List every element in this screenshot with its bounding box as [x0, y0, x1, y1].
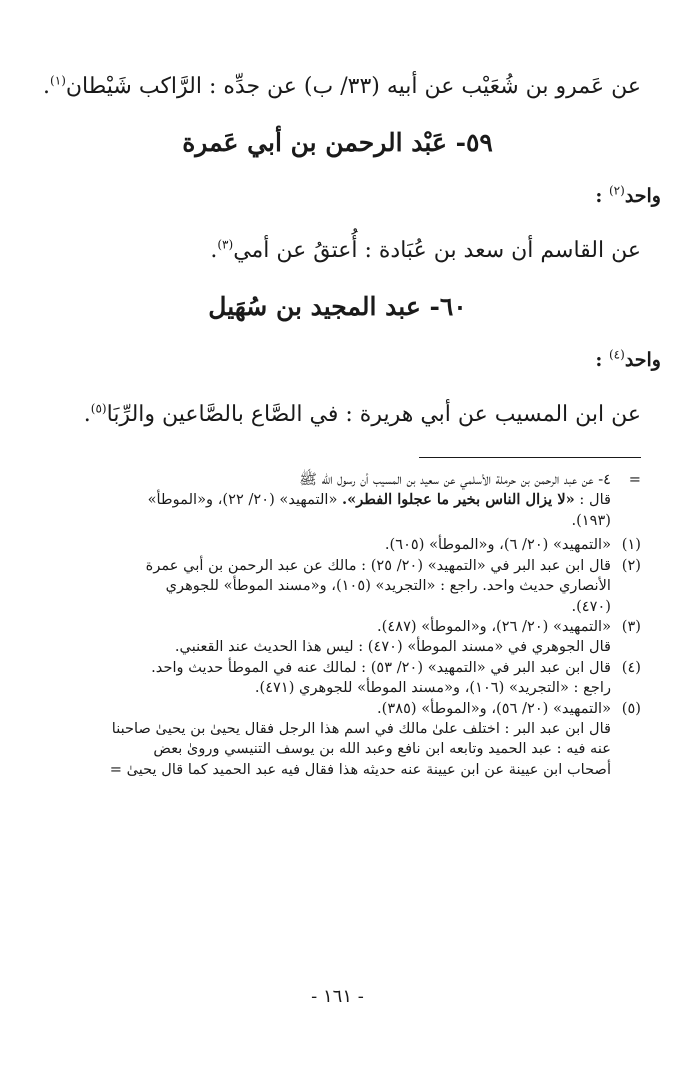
- footnote-3-line: قال الجوهري في «مسند الموطأ» (٤٧٠) : ليس هذا الحديث عند القعنبي.: [174, 638, 611, 656]
- footnote-text: «التمهيد» (٢٠/ ٥٦)، و«الموطأ» (٣٨٥).: [377, 699, 611, 717]
- punct: :: [595, 185, 603, 207]
- footnote-4-line: راجع : «التجريد» (١٠٦)، و«مسند الموطأ» للجوهري (٤٧١).: [254, 679, 611, 697]
- section-heading-59: ٥٩- عَبْد الرحمن بن أبي عَمرة: [182, 128, 493, 157]
- footnote-ref-3: (٣): [217, 237, 234, 252]
- footnote-text: «التمهيد» (٢٠/ ٢٢)، و«الموطأ»: [147, 491, 338, 509]
- footnote-ref-4: (٤): [608, 347, 625, 362]
- wahid-label-2: [595, 349, 661, 371]
- section-heading-60: ٦٠- عبد المجيد بن سُهَيل: [208, 292, 467, 321]
- footnote-5-line: قال ابن عبد البر : اختلف علىٰ مالك في اسم هذا الرجل فقال يحيىٰ بن يحيىٰ صاحبنا: [111, 720, 611, 738]
- punct: .: [43, 74, 51, 99]
- footnote-separator: [419, 457, 641, 458]
- footnote-continuation-line: (١٩٣).: [571, 511, 611, 529]
- main-text: عن القاسم أن سعد بن عُبَادة : أُعتقُ عن أمي: [233, 238, 641, 263]
- punct: .: [83, 402, 91, 427]
- main-text: عن عَمرو بن شُعَيْب عن أبيه (٣٣/ ب) عن جدِّه : الرَّاكب شَيْطان: [65, 74, 641, 99]
- punct: :: [595, 349, 603, 371]
- hadith-quote: «لا يزال الناس بخير ما عجلوا الفطر».: [342, 491, 575, 509]
- footnotes-block: [34, 470, 641, 780]
- footnote-5: [34, 699, 641, 719]
- punct: .: [210, 238, 218, 263]
- main-text: عن ابن المسيب عن أبي هريرة : في الصَّاع بالصَّاعين والرِّبَا: [106, 402, 641, 427]
- footnote-text: ٤- عن عبد الرحمن بن حرملة الأسلمي عن سعيد بن المسيب أن رسول الله ﷺ: [299, 471, 611, 488]
- footnote-number: (٣): [621, 617, 641, 635]
- footnote-text: «التمهيد» (٢٠/ ٦)، و«الموطأ» (٦٠٥).: [384, 536, 611, 554]
- footnote-2-line: الأنصاري حديث واحد. راجع : «التجريد» (١٠٥)، و«مسند الموطأ» للجوهري: [165, 577, 611, 595]
- wahid-text: واحد: [624, 185, 661, 207]
- footnote-2: [34, 556, 641, 576]
- footnote-ref-2: (٢): [608, 183, 625, 198]
- continuation-mark: =: [628, 471, 641, 488]
- footnote-number: (٥): [621, 699, 641, 717]
- footnote-number: (٢): [621, 556, 641, 574]
- footnote-4: [34, 658, 641, 678]
- footnote-number: (١): [621, 536, 641, 554]
- footnote-continuation: [34, 470, 641, 490]
- footnote-ref-1: (١): [50, 73, 66, 88]
- footnote-text: قال ابن عبد البر في «التمهيد» (٢٠/ ٥٣) : لمالك عنه في الموطأ حديث واحد.: [151, 658, 611, 676]
- footnote-text: «التمهيد» (٢٠/ ٢٦)، و«الموطأ» (٤٨٧).: [377, 617, 611, 635]
- footnote-ref-5: (٥): [90, 401, 107, 416]
- footnote-text: قال ابن عبد البر في «التمهيد» (٢٠/ ٢٥) : مالك عن عبد الرحمن بن أبي عمرة: [145, 556, 611, 574]
- book-page: [34, 0, 661, 1089]
- footnote-continuation-line: [34, 490, 641, 510]
- wahid-label-1: [595, 185, 661, 207]
- page-number: - ١٦١ -: [311, 986, 364, 1007]
- footnote-3: [34, 617, 641, 637]
- footnote-1: [34, 535, 641, 555]
- footnote-2-line: (٤٧٠).: [571, 597, 611, 615]
- main-text-line-1: [43, 72, 641, 103]
- footnote-text: قال :: [579, 491, 611, 509]
- main-text-line-3: [84, 400, 641, 431]
- wahid-text: واحد: [624, 349, 661, 371]
- main-text-line-2: [210, 236, 641, 267]
- footnote-5-line: عنه فيه : عبد الحميد وتابعه ابن نافع وعبد الله بن يوسف التنيسي وروىٰ بعض: [153, 740, 611, 758]
- footnote-5-line: أصحاب ابن عيينة عن ابن عيينة عنه حديثه هذا فقال فيه عبد الحميد كما قال يحيىٰ =: [109, 760, 611, 778]
- footnote-number: (٤): [621, 658, 641, 676]
